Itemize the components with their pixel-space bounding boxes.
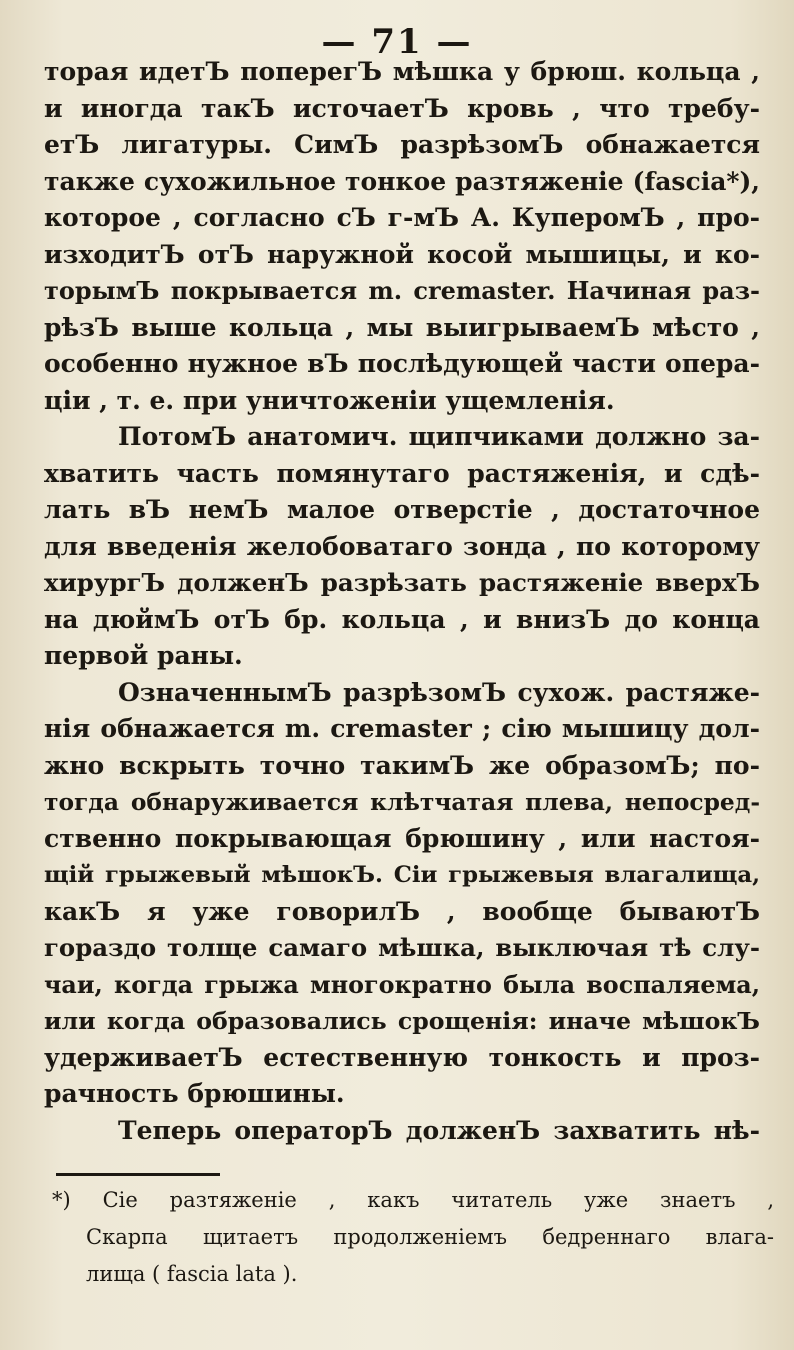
text-line: и иногда такЪ источаетЪ кровь , что требу-: [44, 93, 760, 123]
text-line: для введенія желобоватаго зонда , по которому: [44, 531, 760, 561]
footnote-line: *) Сіе разтяженіе , какъ читатель уже знаетъ ,: [52, 1188, 774, 1212]
text-line: торымЪ покрывается m. cremaster. Начиная раз-: [44, 276, 760, 305]
page-number: — 71 —: [321, 22, 473, 62]
text-line: щій грыжевый мѣшокЪ. Сіи грыжевыя влагалища,: [44, 862, 760, 888]
text-line: изходитЪ отЪ наружной косой мышицы, и ко-: [44, 239, 760, 269]
text-line: ственно покрывающая брюшину , или настоя-: [44, 823, 760, 853]
text-line: лать вЪ немЪ малое отверстіе , достаточное: [44, 495, 760, 524]
main-text: [44, 54, 760, 1149]
text-line: удерживаетЪ естественную тонкость и проз-: [44, 1042, 760, 1072]
text-line: чаи, когда грыжа многократно была воспаляема,: [44, 970, 760, 999]
text-line: тогда обнаруживается клѣтчатая плева, непосред-: [44, 788, 760, 816]
paragraph-start-line: ПотомЪ анатомич. щипчиками должно за-: [118, 422, 760, 451]
footnote-divider: [56, 1173, 220, 1176]
footnote-line: лища ( fascia lata ).: [86, 1262, 298, 1286]
text-line: рѣзЪ выше кольца , мы выигрываемЪ мѣсто ,: [44, 312, 760, 342]
text-line: рачность брюшины.: [44, 1079, 345, 1108]
text-line: на дюймЪ отЪ бр. кольца , и внизЪ до конца: [44, 604, 760, 634]
text-line: особенно нужное вЪ послѣдующей части опера-: [44, 349, 760, 378]
paragraph-start-line: ОзначеннымЪ разрѣзомЪ сухож. растяже-: [118, 677, 760, 707]
text-line: хирургЪ долженЪ разрѣзать растяженіе вверхЪ: [44, 568, 760, 597]
text-line: гораздо толще самаго мѣшка, выключая тѣ слу-: [44, 933, 760, 962]
footnote: [52, 1182, 774, 1293]
footnote-line: Скарпа щитаетъ продолженіемъ бедреннаго влага-: [86, 1225, 774, 1249]
text-line: жно вскрыть точно такимЪ же образомЪ; по-: [44, 750, 760, 780]
text-line: какЪ я уже говорилЪ , вообще бываютЪ: [44, 896, 760, 926]
text-line: также сухожильное тонкое разтяженіе (fascia*),: [44, 166, 760, 196]
paragraph-start-line: Теперь операторЪ долженЪ захватить нѣ-: [118, 1115, 760, 1145]
text-line: ціи , т. е. при уничтоженіи ущемленія.: [44, 385, 615, 415]
text-line: первой раны.: [44, 641, 243, 670]
text-line: которое , согласно сЪ г-мЪ А. КуперомЪ , про-: [44, 203, 760, 232]
text-line: нія обнажается m. cremaster ; сію мышицу дол-: [44, 714, 760, 743]
text-line: или когда образовались срощенія: иначе мѣшокЪ: [44, 1007, 760, 1035]
text-line: торая идетЪ поперегЪ мѣшка у брюш. кольца ,: [44, 57, 760, 86]
text-line: хватить часть помянутаго растяженія, и сдѣ-: [44, 458, 760, 488]
text-line: етЪ лигатуры. СимЪ разрѣзомЪ обнажается: [44, 130, 760, 159]
